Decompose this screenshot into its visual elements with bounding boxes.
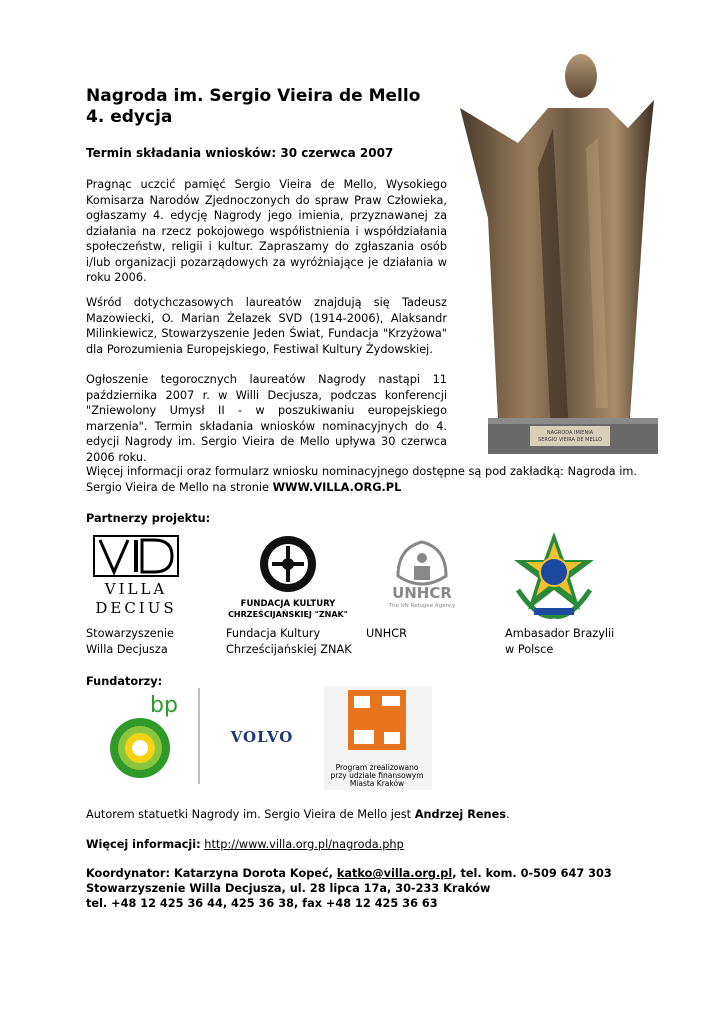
more-info-text: Więcej informacji oraz formularz wniosku nominacyjnego dostępne są pod zakładką: Nagroda im. Sergio Vieira de Mello na stronie <box>86 465 637 494</box>
plaque-text-2: SERGIO VIEIRA DE MELLO <box>538 437 602 443</box>
cracovia-caption-3: Miasta Kraków <box>349 779 405 788</box>
partner-caption-villa: Stowarzyszenie Willa Decjusza <box>86 627 174 656</box>
author-name: Andrzej Renes <box>414 808 506 821</box>
partner-caption-unhcr: UNHCR <box>366 627 407 640</box>
deadline-heading: Termin składania wniosków: 30 czerwca 2007 <box>86 146 394 160</box>
decius-text: DECIUS <box>95 599 177 617</box>
volvo-text: VOLVO <box>230 728 294 746</box>
more-info-link[interactable]: http://www.villa.org.pl/nagroda.php <box>204 838 404 851</box>
paragraph-announcement: Ogłoszenie tegorocznych laureatów Nagrody nastąpi 11 października 2007 r. w Willi Decjusza, podczas konferencji "Zniewolony Umysł II - w poszukiwaniu europejskiego marzenia". Termin składania wniosków nominacyjnych do 4. edycji Nagrody im. Sergio Vieira de Mello upływa 30 czerwca 2006 roku. <box>86 373 447 464</box>
cracovia-caption-1: Program zrealizowano <box>335 763 419 772</box>
znak-text-2: CHRZEŚCIJAŃSKIEJ "ZNAK" <box>228 610 348 619</box>
title-line-1: Nagroda im. Sergio Vieira de Mello <box>86 86 421 106</box>
coordinator-email-link[interactable]: katko@villa.org.pl <box>336 867 453 880</box>
more-info-label: Więcej informacji: <box>86 838 201 851</box>
znak-text-1: FUNDACJA KULTURY <box>240 599 336 609</box>
volvo-logo <box>220 726 304 746</box>
more-info-paragraph <box>86 464 637 495</box>
unhcr-text: UNHCR <box>392 584 452 602</box>
more-info-site: WWW.VILLA.ORG.PL <box>272 480 402 494</box>
page-title <box>86 86 420 128</box>
more-info-line <box>86 837 404 853</box>
villa-text: VILLA <box>104 580 168 598</box>
coordinator-line: Koordynator: Katarzyna Dorota Kopeć, katko@villa.org.pl, tel. kom. 0-509 647 303 <box>86 867 612 880</box>
paragraph-intro: Pragnąc uczcić pamięć Sergio Vieira de Mello, Wysokiego Komisarza Narodów Zjednoczonych do spraw Praw Człowieka, ogłaszamy 4. edycję Nagrody jego imienia, przyznawanej za działania na rzecz pokojowego współistnienia i współdziałania społeczeństw, religii i kultur. Zapraszamy do zgłaszania osób i/lub organizacji pozarządowych za wyróżniające je działania w roku 2006. <box>86 178 447 284</box>
brazil-coat-of-arms <box>508 530 600 622</box>
villa-decius-logo <box>92 534 180 618</box>
author-line: Autorem statuetki Nagrody im. Sergio Vieira de Mello jest Andrzej Renes. <box>86 808 510 821</box>
title-line-2: 4. edycja <box>86 107 173 127</box>
partner-caption-brazil: Ambasador Brazylii w Polsce <box>505 627 615 656</box>
paragraph-laureates: Wśród dotychczasowych laureatów znajdują się Tadeusz Mazowiecki, O. Marian Żelazek SVD (1914-2006), Alaksandr Milinkiewicz, Stowarzyszenie Jeden Świat, Fundacja "Krzyżowa" dla Porozumienia Europejskiego, Festiwal Kultury Żydowskiej. <box>86 296 447 356</box>
statue-image <box>458 48 658 456</box>
address-line: Stowarzyszenie Willa Decjusza, ul. 28 lipca 17a, 30-233 Kraków <box>86 882 491 895</box>
bp-logo <box>106 690 178 784</box>
founder-divider <box>198 688 200 784</box>
plaque-text-1: NAGRODA IMIENIA <box>546 430 594 436</box>
partners-label: Partnerzy projektu: <box>86 512 211 525</box>
partner-caption-znak: Fundacja Kultury Chrześcijańskiej ZNAK <box>226 627 352 656</box>
founders-label: Fundatorzy: <box>86 675 163 688</box>
cracovia-logo <box>324 686 432 790</box>
unhcr-logo <box>384 538 460 610</box>
phones-line: tel. +48 12 425 36 44, 425 36 38, fax +48 12 425 36 63 <box>86 897 438 910</box>
unhcr-subtext: The UN Refugee Agency <box>388 603 456 609</box>
cracovia-caption-2: przy udziale finansowym <box>330 771 424 780</box>
bp-text: bp <box>150 693 178 718</box>
znak-logo <box>226 534 350 620</box>
